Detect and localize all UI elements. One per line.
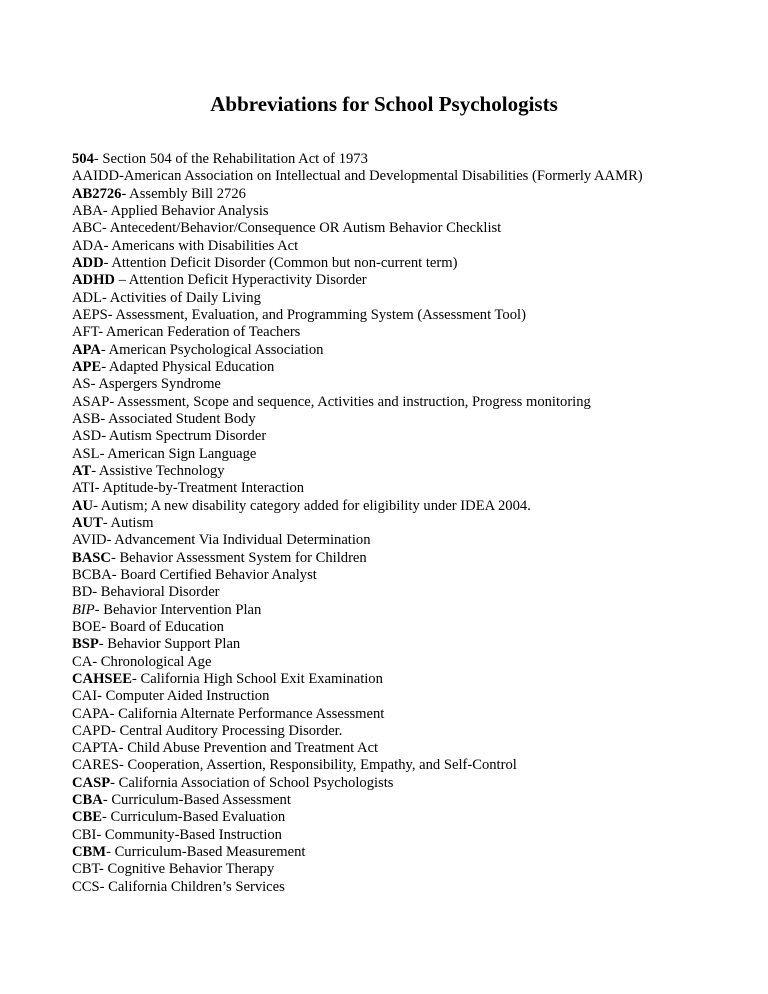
abbreviation-definition: - American Psychological Association	[100, 341, 324, 358]
list-item	[72, 757, 752, 774]
abbreviation-term: BOE	[72, 618, 102, 635]
list-item	[72, 567, 752, 584]
abbreviation-definition: - Community-Based Instruction	[96, 826, 282, 843]
abbreviation-definition: - Autism; A new disability category added for eligibility under IDEA 2004.	[93, 497, 531, 514]
abbreviation-definition: - Curriculum-Based Assessment	[102, 792, 291, 809]
list-item	[72, 411, 752, 428]
abbreviation-definition: - American Federation of Teachers	[98, 324, 301, 341]
abbreviation-term: ASL	[72, 445, 100, 462]
abbreviation-definition: - Associated Student Body	[100, 410, 256, 427]
abbreviation-term: CAPTA	[72, 740, 119, 757]
abbreviation-term: ABC	[72, 220, 103, 237]
list-item	[72, 394, 752, 411]
abbreviation-term: APA	[72, 341, 101, 358]
list-item	[72, 498, 752, 515]
abbreviation-definition: - Central Auditory Processing Disorder.	[110, 722, 343, 739]
abbreviation-term: ASAP	[72, 393, 110, 410]
abbreviation-term: APE	[72, 358, 102, 375]
list-item	[72, 272, 752, 289]
abbreviation-term: ATI	[72, 480, 95, 497]
list-item	[72, 463, 752, 480]
abbreviation-definition: - Adapted Physical Education	[101, 358, 275, 375]
abbreviation-term: AB2726	[72, 185, 122, 202]
abbreviation-term: CBE	[72, 809, 103, 826]
page-title: Abbreviations for School Psychologists	[210, 92, 558, 116]
abbreviation-term: BIP	[72, 601, 95, 618]
list-item	[72, 879, 752, 896]
abbreviation-term: AUT	[72, 514, 103, 531]
list-item	[72, 324, 752, 341]
abbreviation-term: AS	[72, 376, 91, 393]
abbreviation-term: ABA	[72, 202, 103, 219]
abbreviation-term: AFT	[72, 324, 99, 341]
abbreviation-term: CAHSEE	[72, 670, 133, 687]
abbreviation-definition: - Section 504 of the Rehabilitation Act of 1973	[93, 151, 368, 167]
abbreviation-term: AT	[72, 462, 92, 479]
list-item	[72, 827, 752, 844]
abbreviation-term: CASP	[72, 774, 111, 791]
abbreviation-definition: – Attention Deficit Hyperactivity Disorder	[114, 272, 367, 289]
list-item	[72, 151, 752, 168]
list-item	[72, 654, 752, 671]
abbreviation-term: AEPS	[72, 306, 108, 323]
list-item	[72, 602, 752, 619]
abbreviation-term: ADA	[72, 237, 104, 254]
list-item	[72, 740, 752, 757]
abbreviation-definition: - Computer Aided Instruction	[97, 688, 270, 705]
list-item	[72, 255, 752, 272]
list-item	[72, 550, 752, 567]
list-item	[72, 532, 752, 549]
list-item	[72, 844, 752, 861]
abbreviation-term: ASB	[72, 410, 101, 427]
list-item	[72, 238, 752, 255]
abbreviation-term: CARES	[72, 757, 120, 774]
abbreviation-term: ADL	[72, 289, 102, 306]
list-item	[72, 515, 752, 532]
abbreviation-definition: - California Association of School Psychologists	[110, 774, 394, 791]
abbreviation-term: CCS	[72, 878, 100, 895]
list-item	[72, 792, 752, 809]
list-item	[72, 428, 752, 445]
abbreviation-definition: - Chronological Age	[92, 653, 212, 670]
list-item	[72, 342, 752, 359]
abbreviation-definition: - Behavior Support Plan	[98, 636, 241, 653]
abbreviation-term: CBI	[72, 826, 97, 843]
list-item	[72, 186, 752, 203]
list-item	[72, 168, 752, 185]
abbreviation-term: AVID	[72, 532, 107, 549]
list-item	[72, 359, 752, 376]
abbreviation-definition: - Americans with Disabilities Act	[103, 237, 299, 254]
abbreviation-definition: - Assistive Technology	[91, 462, 225, 479]
abbreviation-term: BD	[72, 584, 93, 601]
abbreviation-term: BASC	[72, 549, 111, 566]
abbreviation-definition: -American Association on Intellectual and Developmental Disabilities (Formerly AAMR)	[119, 168, 643, 185]
abbreviation-definition: - American Sign Language	[99, 445, 257, 462]
abbreviation-definition: - Curriculum-Based Measurement	[106, 844, 306, 861]
abbreviation-term: CAPD	[72, 722, 111, 739]
list-item	[72, 290, 752, 307]
list-item	[72, 203, 752, 220]
abbreviation-term: CBM	[72, 844, 107, 861]
abbreviation-list	[72, 151, 752, 896]
abbreviation-definition: - Attention Deficit Disorder (Common but non-current term)	[103, 254, 458, 271]
list-item	[72, 723, 752, 740]
list-item	[72, 688, 752, 705]
abbreviation-definition: - Assembly Bill 2726	[121, 185, 246, 202]
abbreviation-definition: - California Children’s Services	[99, 878, 285, 895]
list-item	[72, 584, 752, 601]
list-item	[72, 480, 752, 497]
abbreviation-definition: - Behavioral Disorder	[92, 584, 220, 601]
abbreviation-term: 504	[72, 151, 94, 167]
abbreviation-definition: - California High School Exit Examination	[132, 670, 383, 687]
abbreviation-term: ADHD	[72, 272, 115, 289]
abbreviation-term: CAI	[72, 688, 98, 705]
abbreviation-term: BSP	[72, 636, 99, 653]
abbreviation-term: BCBA	[72, 566, 112, 583]
list-item	[72, 809, 752, 826]
list-item	[72, 376, 752, 393]
list-item	[72, 706, 752, 723]
abbreviation-definition: - Aspergers Syndrome	[90, 376, 221, 393]
abbreviation-definition: - Advancement Via Individual Determination	[106, 532, 371, 549]
abbreviation-term: ASD	[72, 428, 102, 445]
list-item	[72, 861, 752, 878]
list-item	[72, 307, 752, 324]
list-item	[72, 636, 752, 653]
abbreviation-definition: - Applied Behavior Analysis	[102, 202, 269, 219]
list-item	[72, 775, 752, 792]
abbreviation-definition: - Autism Spectrum Disorder	[101, 428, 267, 445]
abbreviation-definition: - Assessment, Scope and sequence, Activities and instruction, Progress monitoring	[109, 393, 591, 410]
abbreviation-definition: - Antecedent/Behavior/Consequence OR Autism Behavior Checklist	[102, 220, 502, 237]
abbreviation-term: CBT	[72, 861, 100, 878]
list-item	[72, 446, 752, 463]
abbreviation-definition: - Cooperation, Assertion, Responsibility, Empathy, and Self-Control	[119, 757, 517, 774]
abbreviation-definition: - Aptitude-by-Treatment Interaction	[94, 480, 305, 497]
abbreviation-definition: - Cognitive Behavior Therapy	[99, 861, 275, 878]
abbreviation-term: ADD	[72, 254, 104, 271]
list-item	[72, 671, 752, 688]
abbreviation-term: CAPA	[72, 705, 110, 722]
abbreviation-definition: - California Alternate Performance Assessment	[109, 705, 385, 722]
abbreviation-definition: - Child Abuse Prevention and Treatment Act	[118, 740, 379, 757]
abbreviation-term: CA	[72, 653, 93, 670]
list-item	[72, 619, 752, 636]
abbreviation-term: AAIDD	[72, 168, 120, 185]
abbreviation-definition: - Activities of Daily Living	[102, 289, 261, 306]
abbreviation-term: AU	[72, 497, 94, 514]
abbreviation-definition: - Behavior Intervention Plan	[94, 601, 262, 618]
list-item	[72, 220, 752, 237]
abbreviation-definition: - Curriculum-Based Evaluation	[102, 809, 286, 826]
abbreviation-definition: - Board of Education	[101, 618, 224, 635]
abbreviation-definition: - Autism	[102, 514, 154, 531]
abbreviation-definition: - Assessment, Evaluation, and Programming System (Assessment Tool)	[107, 306, 526, 323]
abbreviation-definition: - Behavior Assessment System for Children	[110, 549, 367, 566]
abbreviation-term: CBA	[72, 792, 103, 809]
abbreviation-definition: - Board Certified Behavior Analyst	[111, 566, 317, 583]
